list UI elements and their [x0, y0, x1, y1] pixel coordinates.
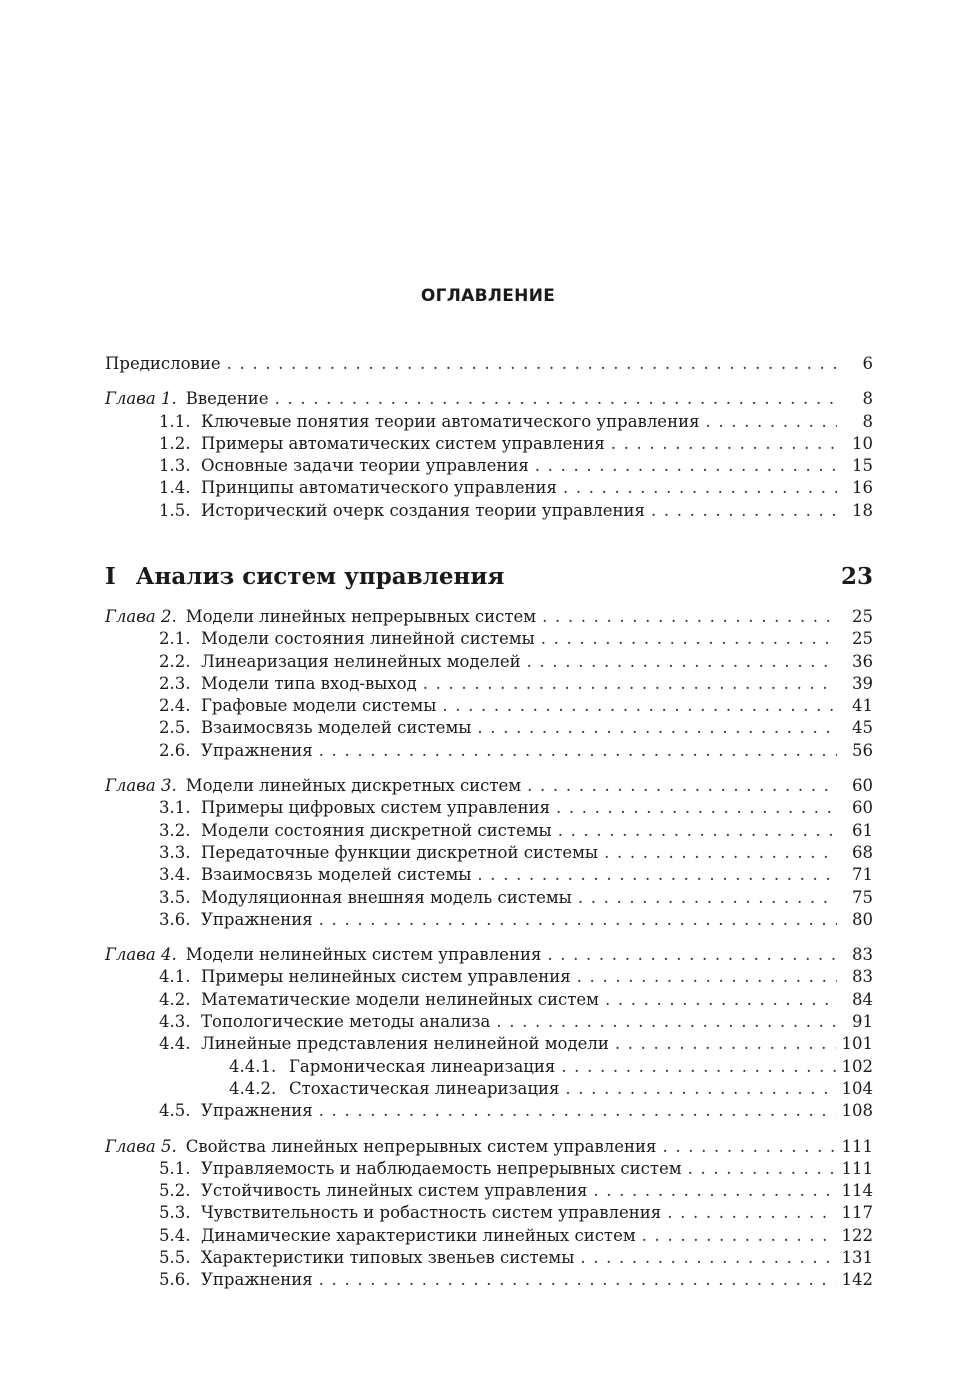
page-number: 15 [852, 456, 873, 476]
section-number: 2.2. [159, 651, 191, 671]
toc-section[interactable] [105, 500, 873, 522]
section-title: Основные задачи теории управления [201, 456, 529, 476]
section-title: Линеаризация нелинейных моделей [201, 651, 521, 671]
dot-leader [615, 1033, 836, 1055]
page-number: 101 [841, 1034, 873, 1054]
chapter-label: Глава 4. [105, 945, 177, 965]
dot-leader [477, 864, 837, 886]
toc-section[interactable] [105, 455, 873, 477]
section-number: 1.4. [159, 478, 191, 498]
section-number: 4.1. [159, 967, 191, 987]
section-title: Динамические характеристики линейных систем [201, 1225, 636, 1245]
toc-section[interactable] [105, 842, 873, 864]
toc-section[interactable] [105, 1202, 873, 1224]
section-number: 3.1. [159, 798, 191, 818]
page-number: 84 [852, 989, 873, 1009]
chapter-title: Модели нелинейных систем управления [185, 945, 542, 965]
section-number: 3.6. [159, 909, 191, 929]
toc-block-part-1 [105, 606, 873, 1292]
section-number: 1.1. [159, 411, 191, 431]
dot-leader [558, 820, 837, 842]
dot-leader [319, 740, 837, 762]
toc-part-1[interactable] [105, 563, 873, 590]
toc-chapter-1[interactable] [105, 388, 873, 410]
toc-section[interactable] [105, 1269, 873, 1291]
toc-chapter-2[interactable] [105, 606, 873, 628]
toc-subsection[interactable] [105, 1056, 873, 1078]
section-title: Устойчивость линейных систем управления [201, 1181, 588, 1201]
toc-section[interactable] [105, 1180, 873, 1202]
dot-leader [227, 353, 837, 375]
toc-section[interactable] [105, 477, 873, 499]
section-title: Передаточные функции дискретной системы [201, 842, 599, 862]
dot-leader [547, 944, 837, 966]
section-title: Графовые модели системы [201, 696, 437, 716]
dot-leader [604, 842, 837, 864]
toc-section[interactable] [105, 433, 873, 455]
dot-leader [662, 1136, 835, 1158]
subsection-title: Гармоническая линеаризация [289, 1056, 556, 1076]
page-number: 117 [841, 1203, 873, 1223]
page-number: 71 [852, 865, 873, 885]
section-number: 5.3. [159, 1203, 191, 1223]
section-number: 4.2. [159, 989, 191, 1009]
chapter-title: Свойства линейных непрерывных систем управления [185, 1136, 657, 1156]
chapter-title: Введение [185, 389, 269, 409]
page-number: 102 [841, 1056, 873, 1076]
page-number: 56 [852, 740, 873, 760]
page-number: 83 [852, 945, 873, 965]
toc-section[interactable] [105, 740, 873, 762]
section-number: 4.3. [159, 1012, 191, 1032]
page-number: 36 [852, 651, 873, 671]
toc-section[interactable] [105, 673, 873, 695]
section-number: 5.5. [159, 1248, 191, 1268]
section-number: 1.5. [159, 500, 191, 520]
subsection-number: 4.4.1. [229, 1056, 277, 1076]
part-number: I [105, 563, 116, 590]
section-number: 1.3. [159, 456, 191, 476]
chapter-label: Глава 5. [105, 1136, 177, 1156]
toc-section[interactable] [105, 1158, 873, 1180]
section-title: Принципы автоматического управления [201, 478, 557, 498]
toc-section[interactable] [105, 628, 873, 650]
section-number: 5.2. [159, 1181, 191, 1201]
dot-leader [565, 1078, 835, 1100]
toc-chapter-4[interactable] [105, 944, 873, 966]
section-title: Примеры нелинейных систем управления [201, 967, 571, 987]
dot-leader [577, 966, 837, 988]
dot-leader [651, 500, 837, 522]
section-title: Примеры цифровых систем управления [201, 798, 550, 818]
toc-section[interactable] [105, 1225, 873, 1247]
dot-leader [442, 695, 837, 717]
page-number: 131 [841, 1248, 873, 1268]
page-number: 142 [841, 1270, 873, 1290]
page-number: 23 [840, 563, 873, 590]
toc-section[interactable] [105, 820, 873, 842]
dot-leader [667, 1202, 835, 1224]
section-title: Упражнения [201, 1270, 313, 1290]
page-number: 25 [852, 629, 873, 649]
dot-leader [477, 717, 837, 739]
page-number: 114 [841, 1181, 873, 1201]
chapter-title: Модели линейных непрерывных систем [185, 607, 537, 626]
chapter-label: Глава 1. [105, 389, 177, 409]
subsection-title: Стохастическая линеаризация [289, 1078, 560, 1098]
toc-section[interactable] [105, 966, 873, 988]
page-number: 25 [852, 607, 873, 626]
page-number: 122 [841, 1225, 873, 1245]
section-title: Исторический очерк создания теории управления [201, 500, 645, 520]
subsection-number: 4.4.2. [229, 1078, 277, 1098]
section-title: Математические модели нелинейных систем [201, 989, 599, 1009]
section-number: 4.5. [159, 1101, 191, 1121]
page-number: 108 [841, 1101, 873, 1121]
dot-leader [527, 651, 837, 673]
page-number: 10 [852, 433, 873, 453]
section-number: 3.2. [159, 820, 191, 840]
section-number: 2.6. [159, 740, 191, 760]
toc-section[interactable] [105, 909, 873, 931]
page-number: 39 [852, 673, 873, 693]
section-title: Топологические методы анализа [201, 1012, 491, 1032]
section-title: Модели состояния дискретной системы [201, 820, 552, 840]
section-number: 1.2. [159, 433, 191, 453]
toc-section[interactable] [105, 989, 873, 1011]
dot-leader [541, 628, 837, 650]
dot-leader [642, 1225, 836, 1247]
page-number: 61 [852, 820, 873, 840]
page-number: 45 [852, 718, 873, 738]
toc-chapter-3[interactable] [105, 775, 873, 797]
section-number: 3.5. [159, 887, 191, 907]
page-number: 8 [862, 411, 873, 431]
dot-leader [705, 411, 837, 433]
toc-section[interactable] [105, 1247, 873, 1269]
page-number: 18 [852, 500, 873, 520]
toc-chapter-5[interactable] [105, 1136, 873, 1158]
page-number: 111 [841, 1136, 873, 1156]
dot-leader [527, 775, 837, 797]
toc-section[interactable] [105, 717, 873, 739]
section-title: Управляемость и наблюдаемость непрерывных систем [201, 1158, 682, 1178]
page-number: 6 [862, 354, 873, 373]
section-number: 2.3. [159, 673, 191, 693]
toc-section[interactable] [105, 695, 873, 717]
toc-section[interactable] [105, 1100, 873, 1122]
dot-leader [688, 1158, 836, 1180]
toc-section[interactable] [105, 1011, 873, 1033]
page-number: 111 [841, 1158, 873, 1178]
section-title: Примеры автоматических систем управления [201, 433, 605, 453]
section-number: 2.5. [159, 718, 191, 738]
section-title: Линейные представления нелинейной модели [201, 1034, 609, 1054]
page-number: 16 [852, 478, 873, 498]
page-number: 83 [852, 967, 873, 987]
section-title: Упражнения [201, 909, 313, 929]
page-number: 91 [852, 1012, 873, 1032]
toc-section[interactable] [105, 411, 873, 433]
page-number: 104 [841, 1078, 873, 1098]
entry-title: Предисловие [105, 354, 221, 373]
toc-block-intro [105, 353, 873, 522]
section-number: 5.4. [159, 1225, 191, 1245]
section-number: 3.3. [159, 842, 191, 862]
dot-leader [611, 433, 837, 455]
toc-section[interactable] [105, 651, 873, 673]
dot-leader [319, 1100, 836, 1122]
toc-section[interactable] [105, 887, 873, 909]
section-title: Упражнения [201, 740, 313, 760]
page-number: 41 [852, 696, 873, 716]
chapter-label: Глава 3. [105, 776, 177, 796]
section-number: 4.4. [159, 1034, 191, 1054]
section-title: Взаимосвязь моделей системы [201, 718, 472, 738]
part-title: Анализ систем управления [135, 563, 505, 590]
dot-leader [561, 1056, 835, 1078]
section-title: Модуляционная внешняя модель системы [201, 887, 572, 907]
page-title: ОГЛАВЛЕНИЕ [420, 286, 556, 306]
toc-subsection[interactable] [105, 1078, 873, 1100]
dot-leader [605, 989, 837, 1011]
section-number: 2.1. [159, 629, 191, 649]
chapter-label: Глава 2. [105, 607, 177, 626]
section-title: Взаимосвязь моделей системы [201, 865, 472, 885]
toc-section[interactable] [105, 1033, 873, 1055]
section-number: 3.4. [159, 865, 191, 885]
toc-section[interactable] [105, 797, 873, 819]
section-number: 5.6. [159, 1270, 191, 1290]
dot-leader [319, 909, 837, 931]
dot-leader [319, 1269, 836, 1291]
page-number: 68 [852, 842, 873, 862]
section-title: Упражнения [201, 1101, 313, 1121]
dot-leader [580, 1247, 835, 1269]
toc-entry-preface[interactable] [105, 353, 873, 375]
section-title: Модели типа вход-выход [201, 673, 417, 693]
page-number: 60 [852, 798, 873, 818]
section-title: Ключевые понятия теории автоматического управления [201, 411, 700, 431]
page-number: 8 [862, 389, 873, 409]
dot-leader [496, 1011, 837, 1033]
dot-leader [542, 606, 837, 628]
section-title: Чувствительность и робастность систем управления [201, 1203, 662, 1223]
section-number: 2.4. [159, 696, 191, 716]
dot-leader [423, 673, 837, 695]
dot-leader [563, 477, 837, 499]
dot-leader [578, 887, 837, 909]
dot-leader [275, 388, 837, 410]
page-number: 60 [852, 776, 873, 796]
toc-section[interactable] [105, 864, 873, 886]
dot-leader [593, 1180, 835, 1202]
page-number: 80 [852, 909, 873, 929]
section-number: 5.1. [159, 1158, 191, 1178]
section-title: Модели состояния линейной системы [201, 629, 535, 649]
dot-leader [535, 455, 837, 477]
chapter-title: Модели линейных дискретных систем [185, 776, 522, 796]
page-number: 75 [852, 887, 873, 907]
section-title: Характеристики типовых звеньев системы [201, 1248, 575, 1268]
dot-leader [556, 797, 837, 819]
